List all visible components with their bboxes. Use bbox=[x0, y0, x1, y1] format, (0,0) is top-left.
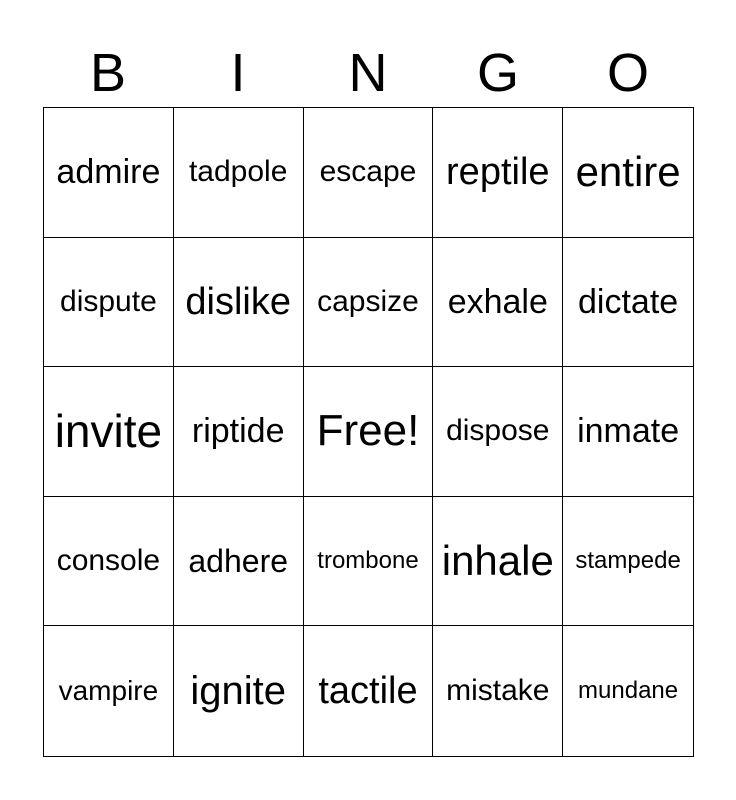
bingo-cell: riptide bbox=[174, 367, 304, 497]
free-space-cell: Free! bbox=[304, 367, 434, 497]
header-letter-n: N bbox=[348, 43, 388, 103]
bingo-cell: tadpole bbox=[174, 108, 304, 238]
bingo-cell: adhere bbox=[174, 497, 304, 627]
bingo-cell: reptile bbox=[433, 108, 563, 238]
header-letter-i: I bbox=[230, 43, 246, 103]
header-letter-b: B bbox=[89, 43, 127, 103]
bingo-header bbox=[43, 40, 693, 106]
bingo-cell: exhale bbox=[433, 238, 563, 368]
bingo-cell: console bbox=[44, 497, 174, 627]
bingo-cell: mundane bbox=[578, 677, 679, 705]
bingo-cell: dispute bbox=[44, 238, 174, 368]
bingo-cell: inmate bbox=[563, 367, 693, 497]
bingo-cell: trombone bbox=[304, 497, 434, 627]
bingo-cell: entire bbox=[563, 108, 693, 238]
bingo-cell: tactile bbox=[304, 626, 434, 756]
bingo-cell: dispose bbox=[433, 367, 563, 497]
bingo-cell: inhale bbox=[433, 497, 563, 627]
bingo-cell: stampede bbox=[563, 497, 693, 627]
bingo-cell: escape bbox=[304, 108, 434, 238]
header-letter-o: O bbox=[606, 43, 649, 103]
bingo-cell: ignite bbox=[174, 626, 304, 756]
bingo-cell: dislike bbox=[174, 238, 304, 368]
bingo-cell: admire bbox=[44, 108, 174, 238]
bingo-cell: capsize bbox=[304, 238, 434, 368]
bingo-cell: invite bbox=[44, 367, 174, 497]
bingo-cell: mistake bbox=[433, 626, 563, 756]
bingo-card-grid bbox=[43, 107, 694, 757]
bingo-cell: dictate bbox=[563, 238, 693, 368]
header-letter-g: G bbox=[476, 43, 519, 103]
bingo-cell: vampire bbox=[44, 626, 174, 756]
